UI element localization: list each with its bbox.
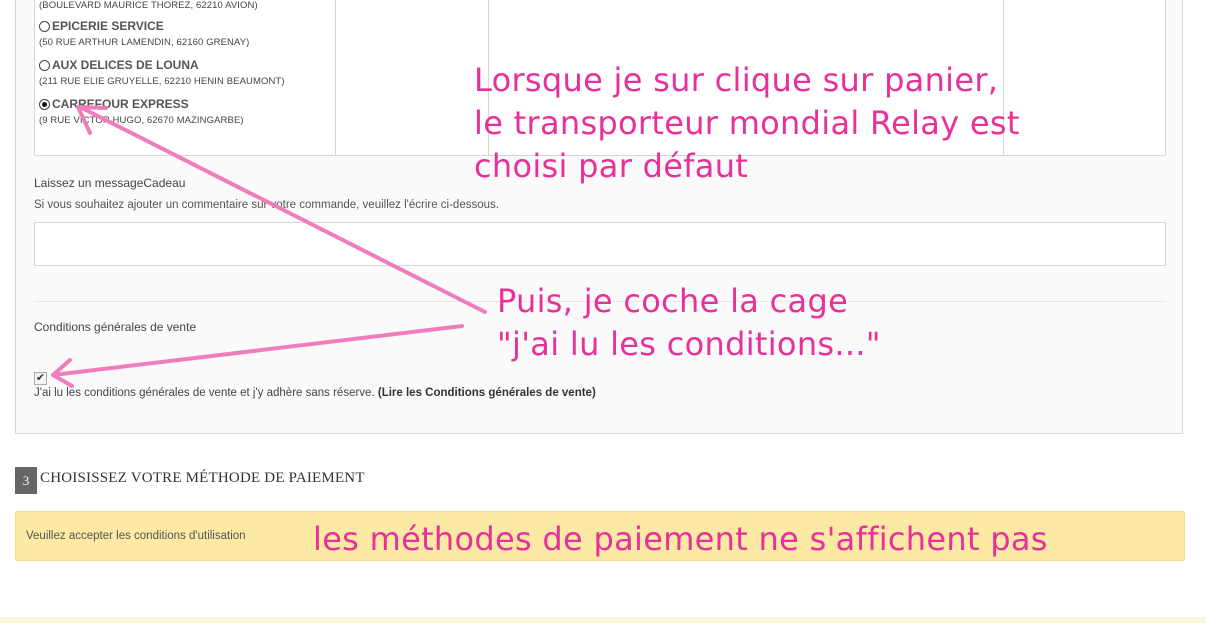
cgv-link[interactable]: (Lire les Conditions générales de vente) bbox=[377, 387, 596, 399]
relay-address: (50 RUE ARTHUR LAMENDIN, 62160 GRENAY) bbox=[39, 37, 250, 48]
relay-name: CARREFOUR EXPRESS bbox=[52, 97, 189, 111]
relay-address: (BOULEVARD MAURICE THOREZ, 62210 AVION) bbox=[39, 0, 258, 11]
alert-text: Veuillez accepter les conditions d'utilisation bbox=[26, 530, 246, 542]
relay-address: (9 RUE VICTOR HUGO, 62670 MAZINGARBE) bbox=[39, 115, 244, 126]
relay-name: EPICERIE SERVICE bbox=[52, 19, 164, 33]
relay-address: (211 RUE ELIE GRUYELLE, 62210 HENIN BEAUMONT) bbox=[39, 76, 285, 87]
annotation-note-1: Lorsque je sur clique sur panier, le transporteur mondial Relay est choisi par défaut bbox=[474, 61, 1020, 185]
step-number: 3 bbox=[15, 467, 37, 494]
cgv-checkbox-text: J'ai lu les conditions générales de vente et j'y adhère sans réserve. bbox=[34, 387, 375, 399]
message-hint: Si vous souhaitez ajouter un commentaire sur votre commande, veuillez l'écrire ci-dessous. bbox=[34, 199, 499, 211]
annotation-note-3: les méthodes de paiement ne s'affichent pas bbox=[313, 520, 1048, 558]
annotation-note-2: Puis, je coche la cage "j'ai lu les conditions..." bbox=[497, 282, 881, 363]
relay-name: AUX DELICES DE LOUNA bbox=[52, 58, 199, 72]
annotation-arrow-line bbox=[53, 326, 462, 375]
check-icon: ✔ bbox=[35, 372, 46, 384]
cgv-label: Conditions générales de vente bbox=[34, 320, 197, 334]
step-title: CHOISISSEZ VOTRE MÉTHODE DE PAIEMENT bbox=[40, 470, 365, 486]
annotation-arrow-line bbox=[82, 108, 485, 312]
message-label: Laissez un messageCadeau bbox=[34, 176, 186, 190]
